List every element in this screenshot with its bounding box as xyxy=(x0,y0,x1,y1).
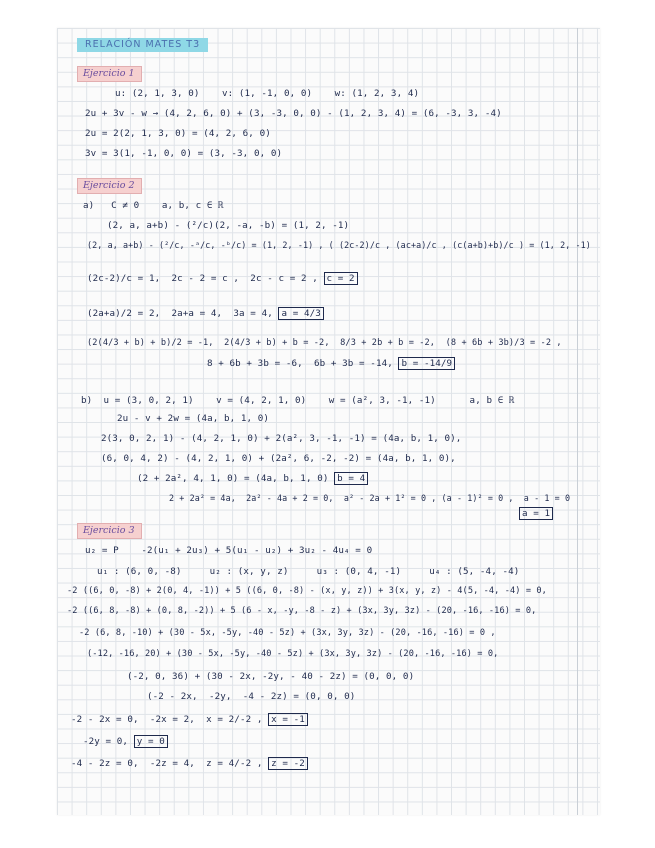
result-a1-box: a = 1 xyxy=(519,507,553,520)
ej1-2u: 2u = 2(2, 1, 3, 0) = (4, 2, 6, 0) xyxy=(85,128,271,139)
ej3-solve-z-text: -4 - 2z = 0, -2z = 4, z = 4/-2 , xyxy=(71,758,263,769)
ej3-step-1: -2 ((6, 0, -8) + 2(0, 4, -1)) + 5 ((6, 0, -8) - (x, y, z)) + 3(x, y, z) - 4(5, -4, -4) = 0, xyxy=(67,586,547,596)
result-b-box: b = -14/9 xyxy=(398,357,455,370)
ej2a-solve-b-2-text: 8 + 6b + 3b = -6, 6b + 3b = -14, xyxy=(207,358,393,369)
ej3-step-6: (-2 - 2x, -2y, -4 - 2z) = (0, 0, 0) xyxy=(147,691,356,702)
ej2a-solve-c-text: (2c-2)/c = 1, 2c - 2 = c , 2c - c = 2 , xyxy=(87,273,318,284)
page-margin-line xyxy=(577,28,578,815)
ej2b-step-3-text: (2 + 2a², 4, 1, 0) = (4a, b, 1, 0) xyxy=(137,473,329,484)
ej2b-vectors: b) u = (3, 0, 2, 1) v = (4, 2, 1, 0) w = (a², 3, -1, -1) a, b ∈ ℝ xyxy=(81,395,515,406)
page-title: RELACIÓN MATES T3 xyxy=(77,38,208,52)
ej2b-equation: 2u - v + 2w = (4a, b, 1, 0) xyxy=(117,413,270,424)
ej2a-equation: (2, a, a+b) - (²/c)(2, -a, -b) = (1, 2, -1) xyxy=(107,220,350,231)
ej3-solve-y xyxy=(83,736,168,747)
ej3-step-2: -2 ((6, 8, -8) + (0, 8, -2)) + 5 (6 - x, -y, -8 - z) + (3x, 3y, 3z) - (20, -16, -16) = 0, xyxy=(67,606,537,616)
heading-ejercicio-2: Ejercicio 2 xyxy=(77,178,142,194)
ej2b-result xyxy=(519,508,553,519)
ej2b-step-4: 2 + 2a² = 4a, 2a² - 4a + 2 = 0, a² - 2a + 1² = 0 , (a - 1)² = 0 , a - 1 = 0 xyxy=(169,493,571,503)
ej1-expression: 2u + 3v - w → (4, 2, 6, 0) + (3, -3, 0, 0) - (1, 2, 3, 4) = (6, -3, 3, -4) xyxy=(85,108,502,119)
result-z-box: z = -2 xyxy=(268,757,308,770)
ej2a-solve-c xyxy=(87,273,358,284)
notebook-page xyxy=(57,28,600,815)
ej2b-step-3 xyxy=(137,473,368,484)
ej2b-step-2: (6, 0, 4, 2) - (4, 2, 1, 0) + (2a², 6, -2, -2) = (4a, b, 1, 0), xyxy=(101,453,456,464)
ej3-step-5: (-2, 0, 36) + (30 - 2x, -2y, - 40 - 2z) = (0, 0, 0) xyxy=(127,671,415,682)
ej2a-conditions: a) C ≠ 0 a, b, c ∈ ℝ xyxy=(83,200,224,211)
ej1-vectors: u: (2, 1, 3, 0) v: (1, -1, 0, 0) w: (1, 2, 3, 4) xyxy=(115,88,420,99)
ej3-solve-z xyxy=(71,758,308,769)
result-y-box: y = 0 xyxy=(134,735,168,748)
heading-ejercicio-3: Ejercicio 3 xyxy=(77,523,142,539)
ej2a-solve-b-1: (2(4/3 + b) + b)/2 = -1, 2(4/3 + b) + b = -2, 8/3 + 2b + b = -2, (8 + 6b + 3b)/3 = -2 , xyxy=(87,338,562,348)
ej2a-solve-a xyxy=(87,308,324,319)
result-b4-box: b = 4 xyxy=(334,472,368,485)
ej2b-step-1: 2(3, 0, 2, 1) - (4, 2, 1, 0) + 2(a², 3, -1, -1) = (4a, b, 1, 0), xyxy=(101,433,462,444)
ej2a-solve-b-2 xyxy=(207,358,455,369)
ej3-solve-x xyxy=(71,714,308,725)
ej3-equation: u₂ = P -2(u₁ + 2u₃) + 5(u₁ - u₂) + 3u₂ - 4u₄ = 0 xyxy=(85,545,373,556)
result-c-box: c = 2 xyxy=(324,272,358,285)
heading-ejercicio-1: Ejercicio 1 xyxy=(77,66,142,82)
result-x-box: x = -1 xyxy=(268,713,308,726)
ej3-solve-y-text: -2y = 0, xyxy=(83,736,129,747)
ej3-step-3: -2 (6, 8, -10) + (30 - 5x, -5y, -40 - 5z) + (3x, 3y, 3z) - (20, -16, -16) = 0 , xyxy=(79,628,496,638)
ej3-step-4: (-12, -16, 20) + (30 - 5x, -5y, -40 - 5z) + (3x, 3y, 3z) - (20, -16, -16) = 0, xyxy=(87,649,499,659)
ej1-3v: 3v = 3(1, -1, 0, 0) = (3, -3, 0, 0) xyxy=(85,148,283,159)
ej3-vectors: u₁ : (6, 0, -8) u₂ : (x, y, z) u₃ : (0, 4, -1) u₄ : (5, -4, -4) xyxy=(97,566,520,577)
ej2a-expanded: (2, a, a+b) - (²/c, -ᵃ/c, -ᵇ/c) = (1, 2, -1) , ( (2c-2)/c , (ac+a)/c , (c(a+b)+b)/c ) = (1, 2, -1) xyxy=(87,240,591,250)
ej2a-solve-a-text: (2a+a)/2 = 2, 2a+a = 4, 3a = 4, xyxy=(87,308,273,319)
result-a-box: a = 4/3 xyxy=(278,307,323,320)
ej3-solve-x-text: -2 - 2x = 0, -2x = 2, x = 2/-2 , xyxy=(71,714,263,725)
